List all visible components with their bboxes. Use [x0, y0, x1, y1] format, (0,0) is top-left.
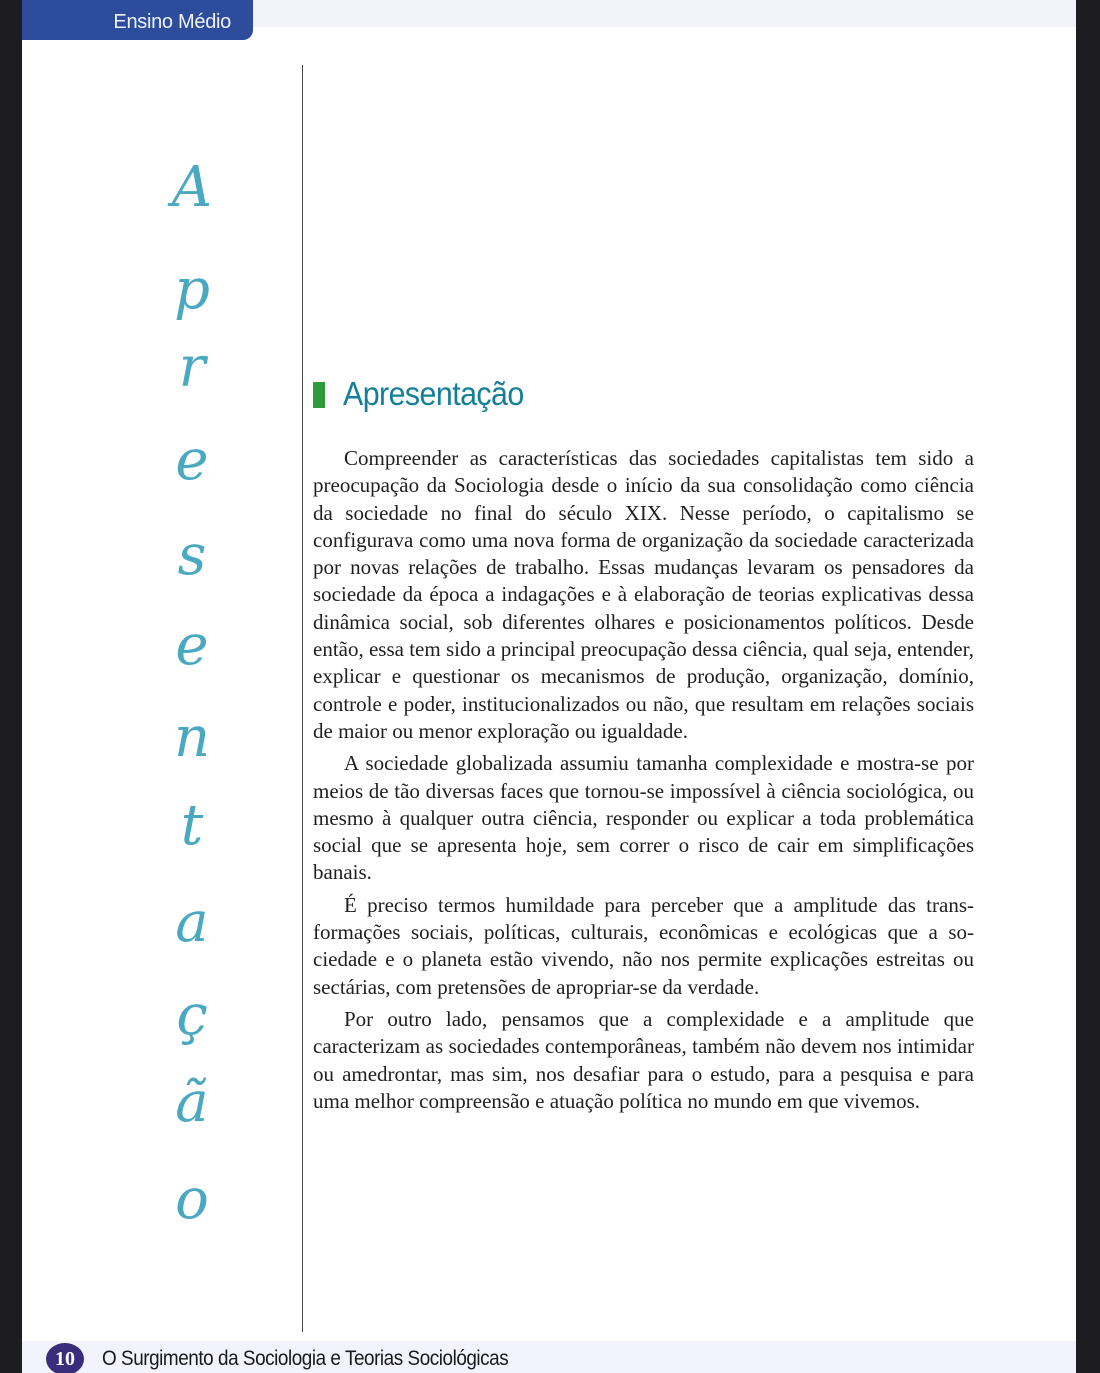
- side-letter: e: [175, 428, 209, 493]
- side-letter: s: [177, 523, 207, 588]
- side-letter: ã: [175, 1070, 209, 1135]
- side-letter: e: [175, 613, 209, 678]
- book-page: [22, 0, 1076, 1373]
- paragraph: A sociedade globalizada assumiu tamanha complexidade e mostra-se por meios de tão diversas faces que tornou-se impossível à ciência sociológica, ou mesmo à qualquer outra ciência, responder ou explicar a toda problemática social que se apresenta hoje, sem correr o risco de cair em simplificações banais.: [313, 751, 974, 885]
- paragraph: É preciso termos humildade para perceber que a amplitude das transformações sociais, políticas, culturais, econômicas e ecológicas que a sociedade e o planeta estão vivendo, não nos permite explicações estreitas ou sectárias, com pretensões de apropriar-se da verdade.: [313, 892, 974, 999]
- side-letter: p: [174, 257, 210, 322]
- side-letter: ç: [176, 983, 208, 1048]
- side-letter: o: [175, 1167, 209, 1232]
- section-heading: [313, 375, 539, 413]
- viewer-edge: [1076, 0, 1100, 1373]
- level-tab: Ensino Médio: [22, 0, 253, 40]
- heading-marker-icon: [313, 382, 325, 408]
- vertical-divider: [302, 65, 303, 1332]
- footer-book-title: O Surgimento da Sociologia e Teorias Sociológicas: [102, 1347, 509, 1370]
- paragraph: Compreender as características das sociedades capitalistas tem sido a preocupação da Sociologia desde o início da sua consolidação como ciência da sociedade no final do século XIX. Nesse período, o capitalismo se configurava como uma nova forma de organização da sociedade caracterizada por novas relações de trabalho. Essas mudanças levaram os pensadores da sociedade da época a indagações e à elaboração de teorias explicativas dessa dinâmica social, sob diferentes olhares e posicionamentos políticos. Desde então, essa tem sido a principal preocupação dessa ciência, qual seja, entender, explicar e questionar os mecanismos de produção, organização, domínio, controle e poder, institucionalizados ou não, que resultam em relações sociais de maior ou menor exploração ou igualdade.: [313, 446, 974, 743]
- side-letter: n: [173, 705, 211, 770]
- side-letter: t: [180, 793, 204, 858]
- side-letter: A: [171, 155, 213, 220]
- side-letter: r: [178, 335, 206, 400]
- section-title: Apresentação: [343, 375, 524, 412]
- section-body: [313, 445, 974, 1120]
- page-number-badge: 10: [46, 1343, 84, 1373]
- paragraph: Por outro lado, pensamos que a complexidade e a amplitude que caracterizam as sociedades contemporâneas, também não devem nos intimidar ou amedrontar, mas sim, nos desafiar para o estudo, para a pesquisa e para uma melhor compreensão e atuação política no mundo em que vivemos.: [313, 1006, 974, 1113]
- side-letter: a: [175, 890, 209, 955]
